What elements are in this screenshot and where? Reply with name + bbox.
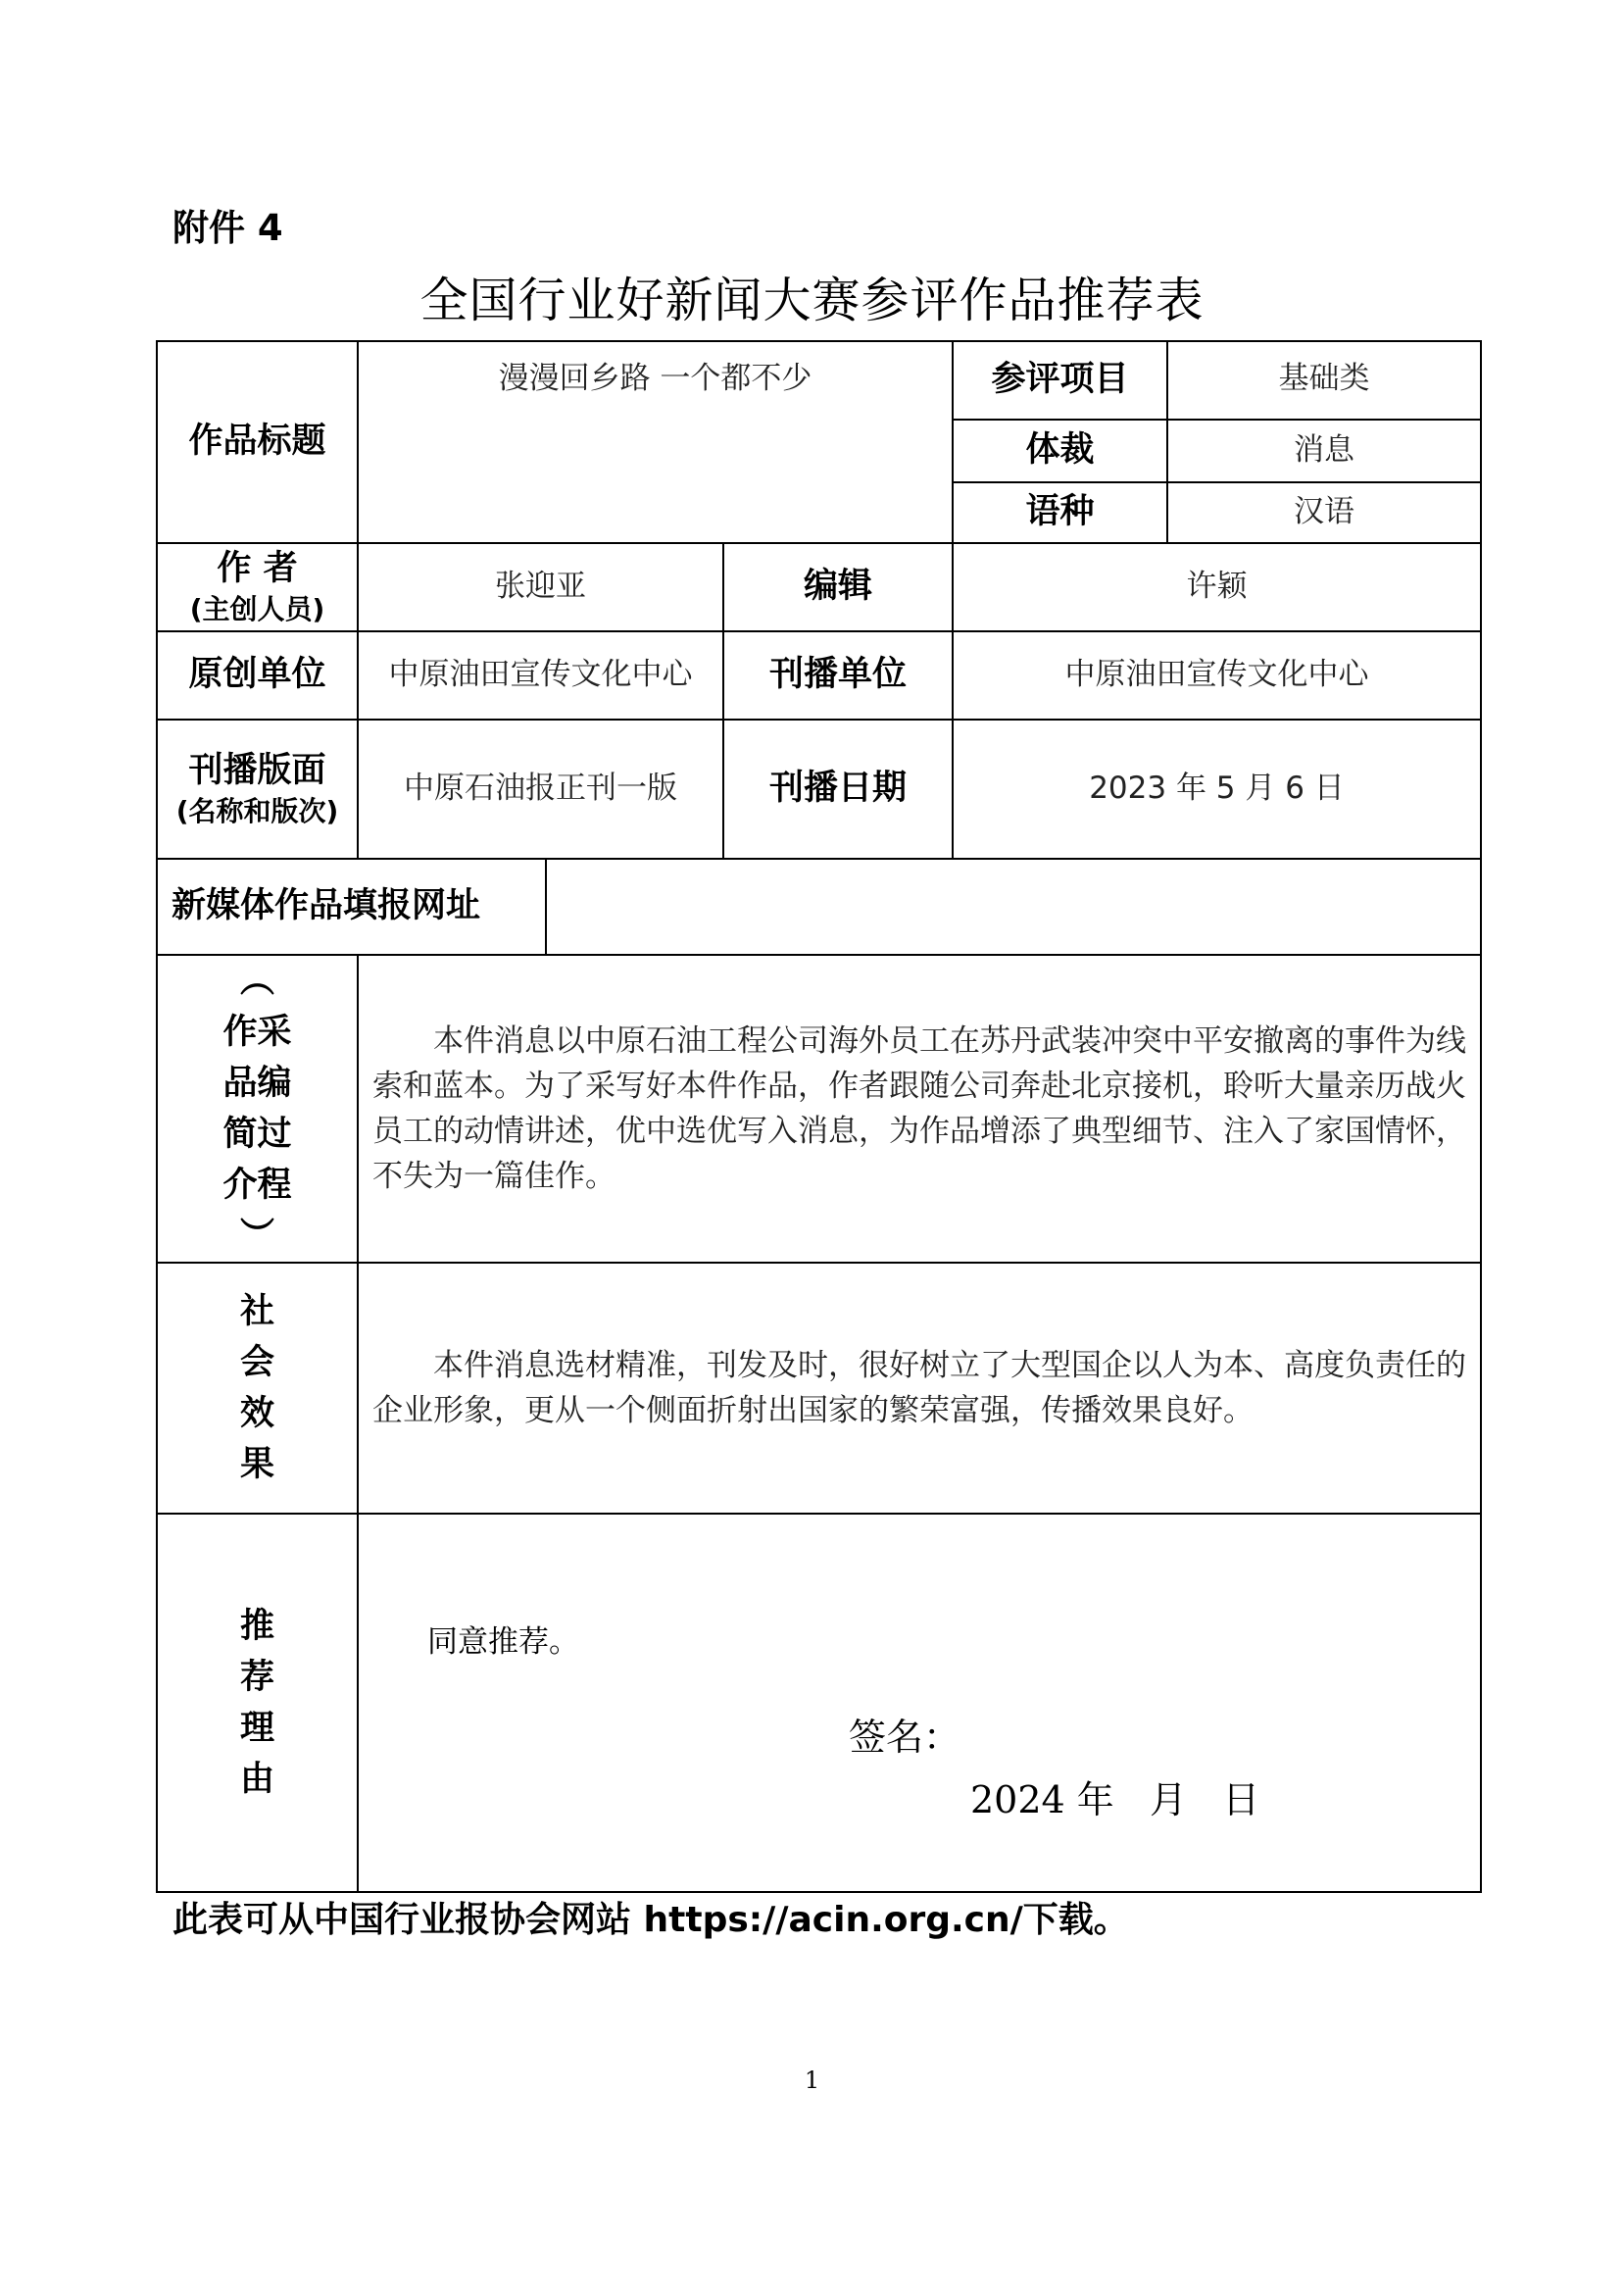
recommendation-form <box>156 340 1482 1893</box>
author-label-main: 作 者 <box>217 549 298 589</box>
title-value <box>358 341 953 543</box>
page-number: 1 <box>804 2067 820 2094</box>
effect-label-char: 效 <box>239 1394 274 1433</box>
language-label: 语种 <box>953 482 1167 543</box>
genre-value: 消息 <box>1167 420 1481 482</box>
category-label: 参评项目 <box>953 341 1167 420</box>
origin-unit-label: 原创单位 <box>157 631 358 720</box>
reason-label-char: 理 <box>239 1709 274 1748</box>
reason-label-char: 由 <box>239 1760 274 1799</box>
publish-page-label-main: 刊播版面 <box>188 751 326 791</box>
download-note: 此表可从中国行业报协会网站 https://acin.org.cn/下载。 <box>172 1900 1129 1940</box>
signature-date: 2024 年 月 日 <box>970 1778 1260 1821</box>
intro-label-char: 简过 <box>222 1115 292 1154</box>
intro-label-char: ︵ <box>239 962 274 1001</box>
publish-unit-value: 中原油田宣传文化中心 <box>953 631 1481 720</box>
reason-label-char: 荐 <box>239 1658 274 1697</box>
intro-label <box>157 955 358 1263</box>
title-value-text: 漫漫回乡路 一个都不少 <box>498 361 812 396</box>
intro-text <box>358 955 1481 1263</box>
editor-label: 编辑 <box>723 543 953 631</box>
effect-label-char: 会 <box>239 1343 274 1382</box>
intro-label-char: 介程 <box>222 1166 292 1205</box>
new-media-url-value <box>546 859 1481 955</box>
editor-value: 许颖 <box>953 543 1481 631</box>
publish-unit-label: 刊播单位 <box>723 631 953 720</box>
effect-paragraph: 本件消息选材精准，刊发及时，很好树立了大型国企以人为本、高度负责任的企业形象，更从一个侧面折射出国家的繁荣富强，传播效果良好。 <box>372 1348 1466 1428</box>
reason-label-char: 推 <box>239 1607 274 1646</box>
publish-date-value: 2023 年 5 月 6 日 <box>953 720 1481 859</box>
publish-page-value: 中原石油报正刊一版 <box>358 720 723 859</box>
attachment-label: 附件 4 <box>172 207 283 249</box>
effect-label-char: 果 <box>239 1445 274 1484</box>
document-title: 全国行业好新闻大赛参评作品推荐表 <box>419 273 1205 328</box>
intro-paragraph: 本件消息以中原石油工程公司海外员工在苏丹武装冲突中平安撤离的事件为线索和蓝本。为了采写好本件作品，作者跟随公司奔赴北京接机，聆听大量亲历战火员工的动情讲述，优中选优写入消息，为作品增添了典型细节、注入了家国情怀，不失为一篇佳作。 <box>372 1023 1466 1194</box>
reason-label <box>157 1514 358 1892</box>
effect-text <box>358 1263 1481 1514</box>
reason-text: 同意推荐。 <box>427 1624 579 1660</box>
author-sublabel: (主创人员) <box>189 593 325 626</box>
author-label <box>157 543 358 631</box>
category-value: 基础类 <box>1167 341 1481 420</box>
title-label: 作品标题 <box>157 341 358 543</box>
language-value: 汉语 <box>1167 482 1481 543</box>
origin-unit-value: 中原油田宣传文化中心 <box>358 631 723 720</box>
reason-cell <box>358 1514 1481 1892</box>
new-media-url-label: 新媒体作品填报网址 <box>157 859 546 955</box>
publish-date-label: 刊播日期 <box>723 720 953 859</box>
intro-label-char: 品编 <box>222 1064 292 1103</box>
intro-label-char: 作采 <box>222 1013 292 1052</box>
publish-page-sublabel: (名称和版次) <box>175 795 339 828</box>
author-value: 张迎亚 <box>358 543 723 631</box>
effect-label <box>157 1263 358 1514</box>
intro-label-char: ︶ <box>239 1217 274 1256</box>
publish-page-label <box>157 720 358 859</box>
effect-label-char: 社 <box>239 1292 274 1331</box>
genre-label: 体裁 <box>953 420 1167 482</box>
signature-label: 签名： <box>849 1716 961 1759</box>
